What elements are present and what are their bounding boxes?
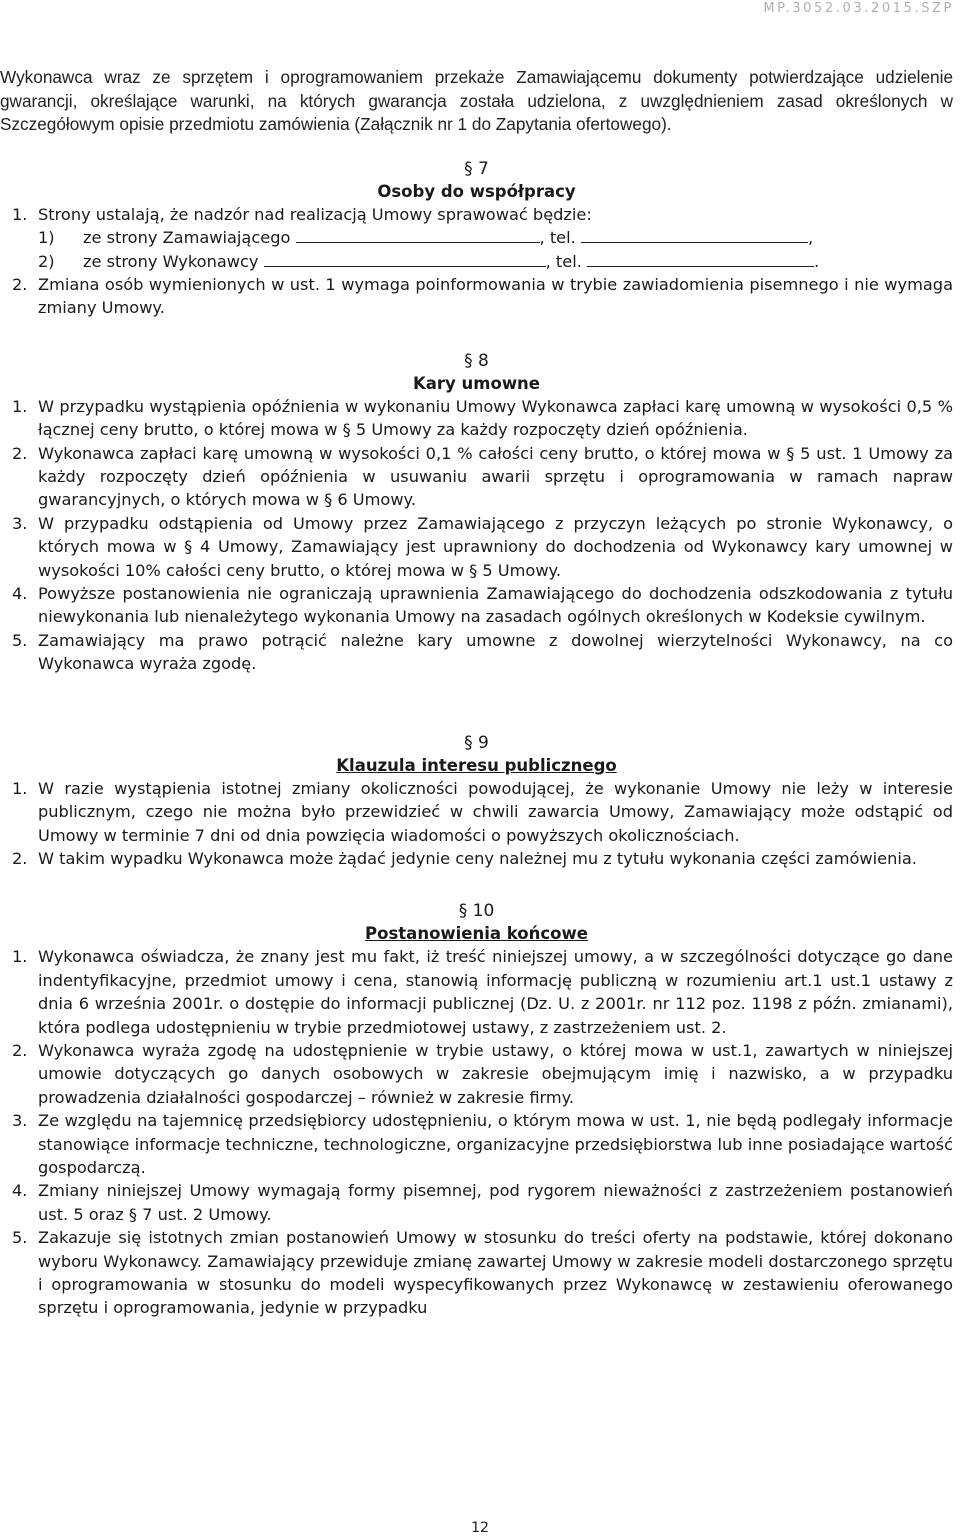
list-item: 2. Zmiana osób wymienionych w ust. 1 wymaga poinformowania w trybie zawiadomienia pisemnego i nie wymaga zmiany Umowy. — [12, 275, 953, 318]
list-item: 3. Ze względu na tajemnicę przedsiębiorcy udostępnieniu, o którym mowa w ust. 1, nie będą podlegały informacje stanowiące informacje techniczne, technologiczne, organizacyjne przedsiębiorstwa lub inne posiadające wartość gospodarczą. — [12, 1111, 953, 1177]
list-item: 4. Powyższe postanowienia nie ograniczają uprawnienia Zamawiającego do dochodzenia odszkodowania z tytułu niewykonania lub nienależytego wykonania Umowy na zasadach ogólnych określonych w Kodeksie cywilnym. — [12, 584, 953, 627]
document-body — [0, 66, 953, 1320]
contact-persons-list — [38, 226, 953, 273]
blank-line — [296, 228, 540, 243]
section-7-number: § 7 — [464, 158, 489, 179]
list-item: 4. Zmiany niniejszej Umowy wymagają formy pisemnej, pod rygorem nieważności z zastrzeżeniem postanowień ust. 5 oraz § 7 ust. 2 Umowy. — [12, 1181, 953, 1224]
list-item: 3. W przypadku odstąpienia od Umowy przez Zamawiającego z przyczyn leżących po stronie Wykonawcy, o których mowa w § 4 Umowy, Zamawiający jest uprawniony do dochodzenia od Wykonawcy kary umownej w wysokości 10% całości ceny brutto, o której mowa w § 5 Umowy. — [12, 513, 953, 580]
contact-person-contractor: 2) ze strony Wykonawcy , tel. . — [38, 251, 820, 271]
section-9-list — [0, 777, 953, 871]
intro-paragraph: Wykonawca wraz ze sprzętem i oprogramowaniem przekaże Zamawiającemu dokumenty potwierdzające udzielenie gwarancji, określające warunki, na których gwarancja została udzielona, z uwzględnieniem zasad określonych w Szczegółowym opisie przedmiotu zamówienia (Załącznik nr 1 do Zapytania ofertowego). — [0, 67, 953, 135]
list-item: 1. Strony ustalają, że nadzór nad realizacją Umowy sprawować będzie: 1) ze strony Zamawiającego , tel. , 2) ze strony Wykonawcy , tel. . — [0, 203, 953, 273]
section-8-title: Kary umowne — [412, 373, 540, 393]
contact-person-employer: 1) ze strony Zamawiającego , tel. , — [38, 228, 814, 248]
section-10-list — [0, 945, 953, 1320]
section-7-title: Osoby do współpracy — [377, 181, 576, 201]
section-8-number: § 8 — [464, 350, 489, 371]
list-item: 1. Wykonawca oświadcza, że znany jest mu fakt, iż treść niniejszej umowy, a w szczególności dotyczące go dane indentyfikacyjne, przedmiot umowy i cena, stanowią informację publiczną w rozumieniu art.1 ust.1 ustawy z dnia 6 września 2001r. o dostępie do informacji publicznej (Dz. U. z 2001r. nr 112 poz. 1198 z późn. zmianami), która podlega udostępnieniu w trybie przedmiotowej ustawy, z zastrzeżeniem ust. 2. — [12, 947, 953, 1037]
section-10-number: § 10 — [458, 901, 495, 922]
section-9-title: Klauzula interesu publicznego — [336, 755, 617, 775]
section-7-list — [0, 203, 953, 320]
blank-line — [587, 252, 814, 267]
list-item: 2. W takim wypadku Wykonawca może żądać jedynie ceny należnej mu z tytułu wykonania części zamówienia. — [12, 848, 917, 868]
list-item: 5. Zakazuje się istotnych zmian postanowień Umowy w stosunku do treści oferty na podstawie, której dokonano wyboru Wykonawcy. Zamawiający przewiduje zmianę zawartej Umowy w zakresie modeli dostarczonego sprzętu i oprogramowania w stosunku do modeli wyspecyfikowanych przez Wykonawcę w zestawieniu oferowanego sprzętu i oprogramowania, jedynie w przypadku — [12, 1228, 953, 1318]
section-8-list — [0, 395, 953, 676]
document-reference: MP.3052.03.2015.SZP — [763, 1, 954, 16]
list-item: 1. W przypadku wystąpienia opóźnienia w wykonaniu Umowy Wykonawca zapłaci karę umowną w wysokości 0,5 % łącznej ceny brutto, o której mowa w § 5 Umowy za każdy rozpoczęty dzień opóźnienia. — [12, 396, 953, 440]
section-9-number: § 9 — [464, 732, 489, 753]
section-10-title: Postanowienia końcowe — [365, 924, 588, 944]
list-item: 2. Wykonawca zapłaci karę umowną w wysokości 0,1 % całości ceny brutto, o której mowa w § 5 ust. 1 Umowy za każdy rozpoczęty dzień opóźnienia w usuwaniu awarii sprzętu i oprogramowania w ramach napraw gwarancyjnych, o których mowa w § 6 Umowy. — [12, 443, 953, 510]
blank-line — [264, 252, 546, 267]
page-number: 12 — [471, 1520, 489, 1536]
list-item: 1. W razie wystąpienia istotnej zmiany okoliczności powodującej, że wykonanie Umowy nie leży w interesie publicznym, czego nie można było przewidzieć w chwili zawarcia Umowy, Zamawiający może odstąpić od Umowy w terminie 7 dni od dnia powzięcia wiadomości o powyższych okolicznościach. — [12, 778, 953, 845]
list-item: 2. Wykonawca wyraża zgodę na udostępnienie w trybie ustawy, o której mowa w ust.1, zawartych w niniejszej umowie dotyczących go danych osobowych w zakresie obejmującym imię i nazwisko, a w przypadku prowadzenia działalności gospodarczej – również w zakresie firmy. — [12, 1040, 953, 1107]
blank-line — [581, 228, 808, 243]
list-item: 5. Zamawiający ma prawo potrącić należne kary umowne z dowolnej wierzytelności Wykonawcy, na co Wykonawca wyraża zgodę. — [12, 630, 953, 674]
